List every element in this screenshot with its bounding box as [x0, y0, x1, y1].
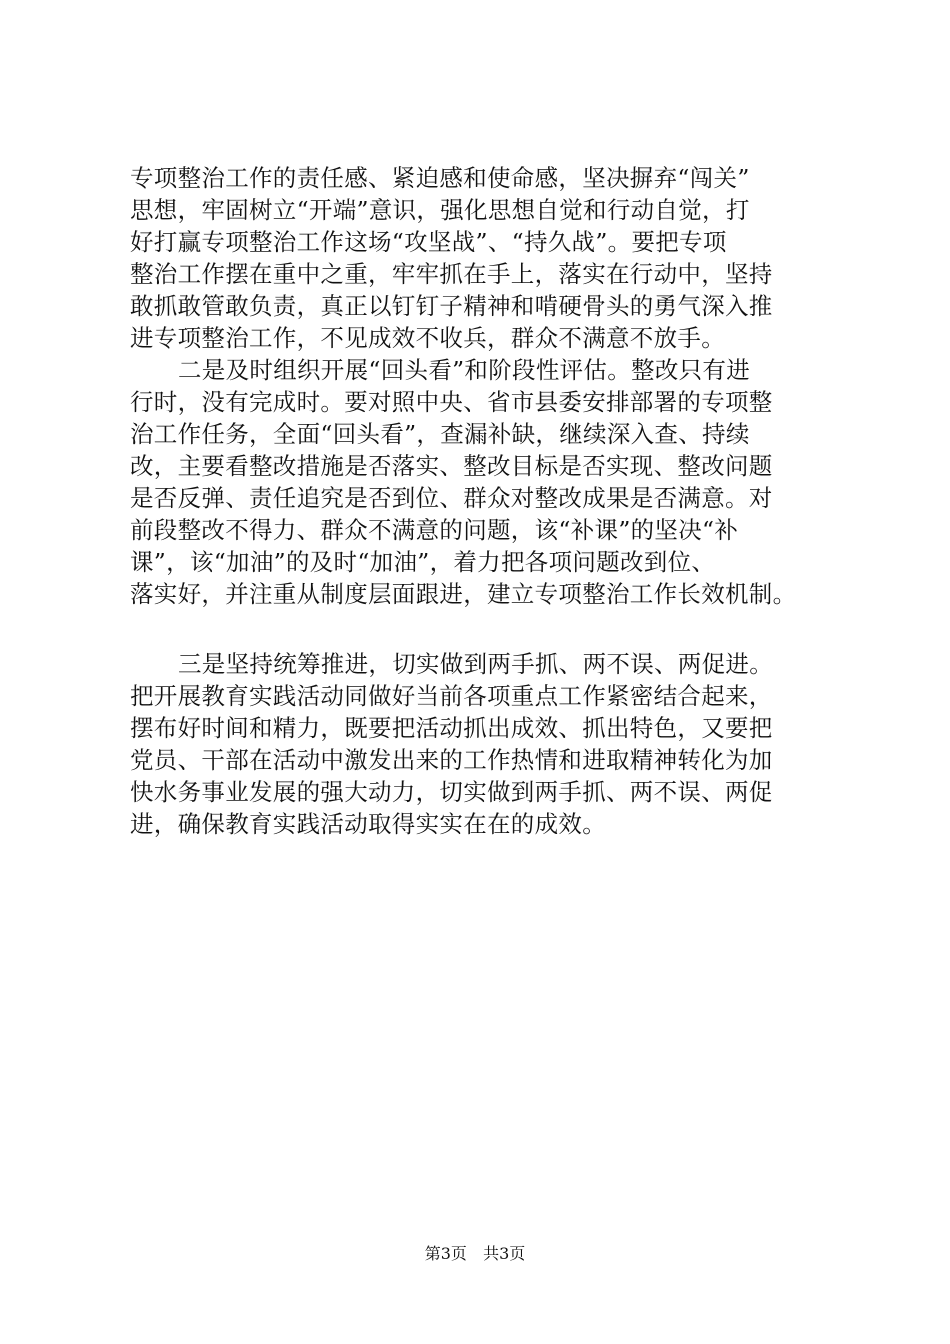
- text-line: 进，确保教育实践活动取得实实在在的成效。: [130, 810, 606, 838]
- text-line-indented: 三是坚持统筹推进，切实做到两手抓、两不误、两促进。: [178, 650, 773, 678]
- paragraph-1-continued: [130, 162, 850, 354]
- paragraph-2: [130, 354, 850, 610]
- paragraph-spacer: [130, 610, 850, 648]
- text-line: 前段整改不得力、群众不满意的问题，该“补课”的坚决“补: [130, 516, 739, 544]
- text-line: 摆布好时间和精力，既要把活动抓出成效、抓出特色，又要把: [130, 714, 773, 742]
- page-number: 第3页: [424, 1244, 467, 1263]
- text-line: 改，主要看整改措施是否落实、整改目标是否实现、整改问题: [130, 452, 773, 480]
- text-line: 党员、干部在活动中激发出来的工作热情和进取精神转化为加: [130, 746, 773, 774]
- text-line: 整治工作摆在重中之重，牢牢抓在手上，落实在行动中，坚持: [130, 260, 773, 288]
- page-total: 共3页: [483, 1244, 526, 1263]
- document-body: [130, 162, 850, 840]
- text-line: 行时，没有完成时。要对照中央、省市县委安排部署的专项整: [130, 388, 773, 416]
- text-line: 落实好，并注重从制度层面跟进，建立专项整治工作长效机制。: [130, 580, 797, 608]
- text-line: 是否反弹、责任追究是否到位、群众对整改成果是否满意。对: [130, 484, 773, 512]
- page-footer: [0, 1244, 950, 1264]
- paragraph-3: [130, 648, 850, 840]
- text-line: 治工作任务，全面“回头看”，查漏补缺，继续深入查、持续: [130, 420, 750, 448]
- text-line: 快水务事业发展的强大动力，切实做到两手抓、两不误、两促: [130, 778, 773, 806]
- text-line: 课”，该“加油”的及时“加油”，着力把各项问题改到位、: [130, 548, 716, 576]
- text-line: 专项整治工作的责任感、紧迫感和使命感，坚决摒弃“闯关”: [130, 164, 750, 192]
- text-line: 敢抓敢管敢负责，真正以钉钉子精神和啃硬骨头的勇气深入推: [130, 292, 773, 320]
- text-line: 好打赢专项整治工作这场“攻坚战”、“持久战”。要把专项: [130, 228, 727, 256]
- text-line: 进专项整治工作，不见成效不收兵，群众不满意不放手。: [130, 324, 725, 352]
- text-line-indented: 二是及时组织开展“回头看”和阶段性评估。整改只有进: [178, 356, 751, 384]
- text-line: 思想，牢固树立“开端”意识，强化思想自觉和行动自觉，打: [130, 196, 750, 224]
- text-line: 把开展教育实践活动同做好当前各项重点工作紧密结合起来，: [130, 682, 773, 710]
